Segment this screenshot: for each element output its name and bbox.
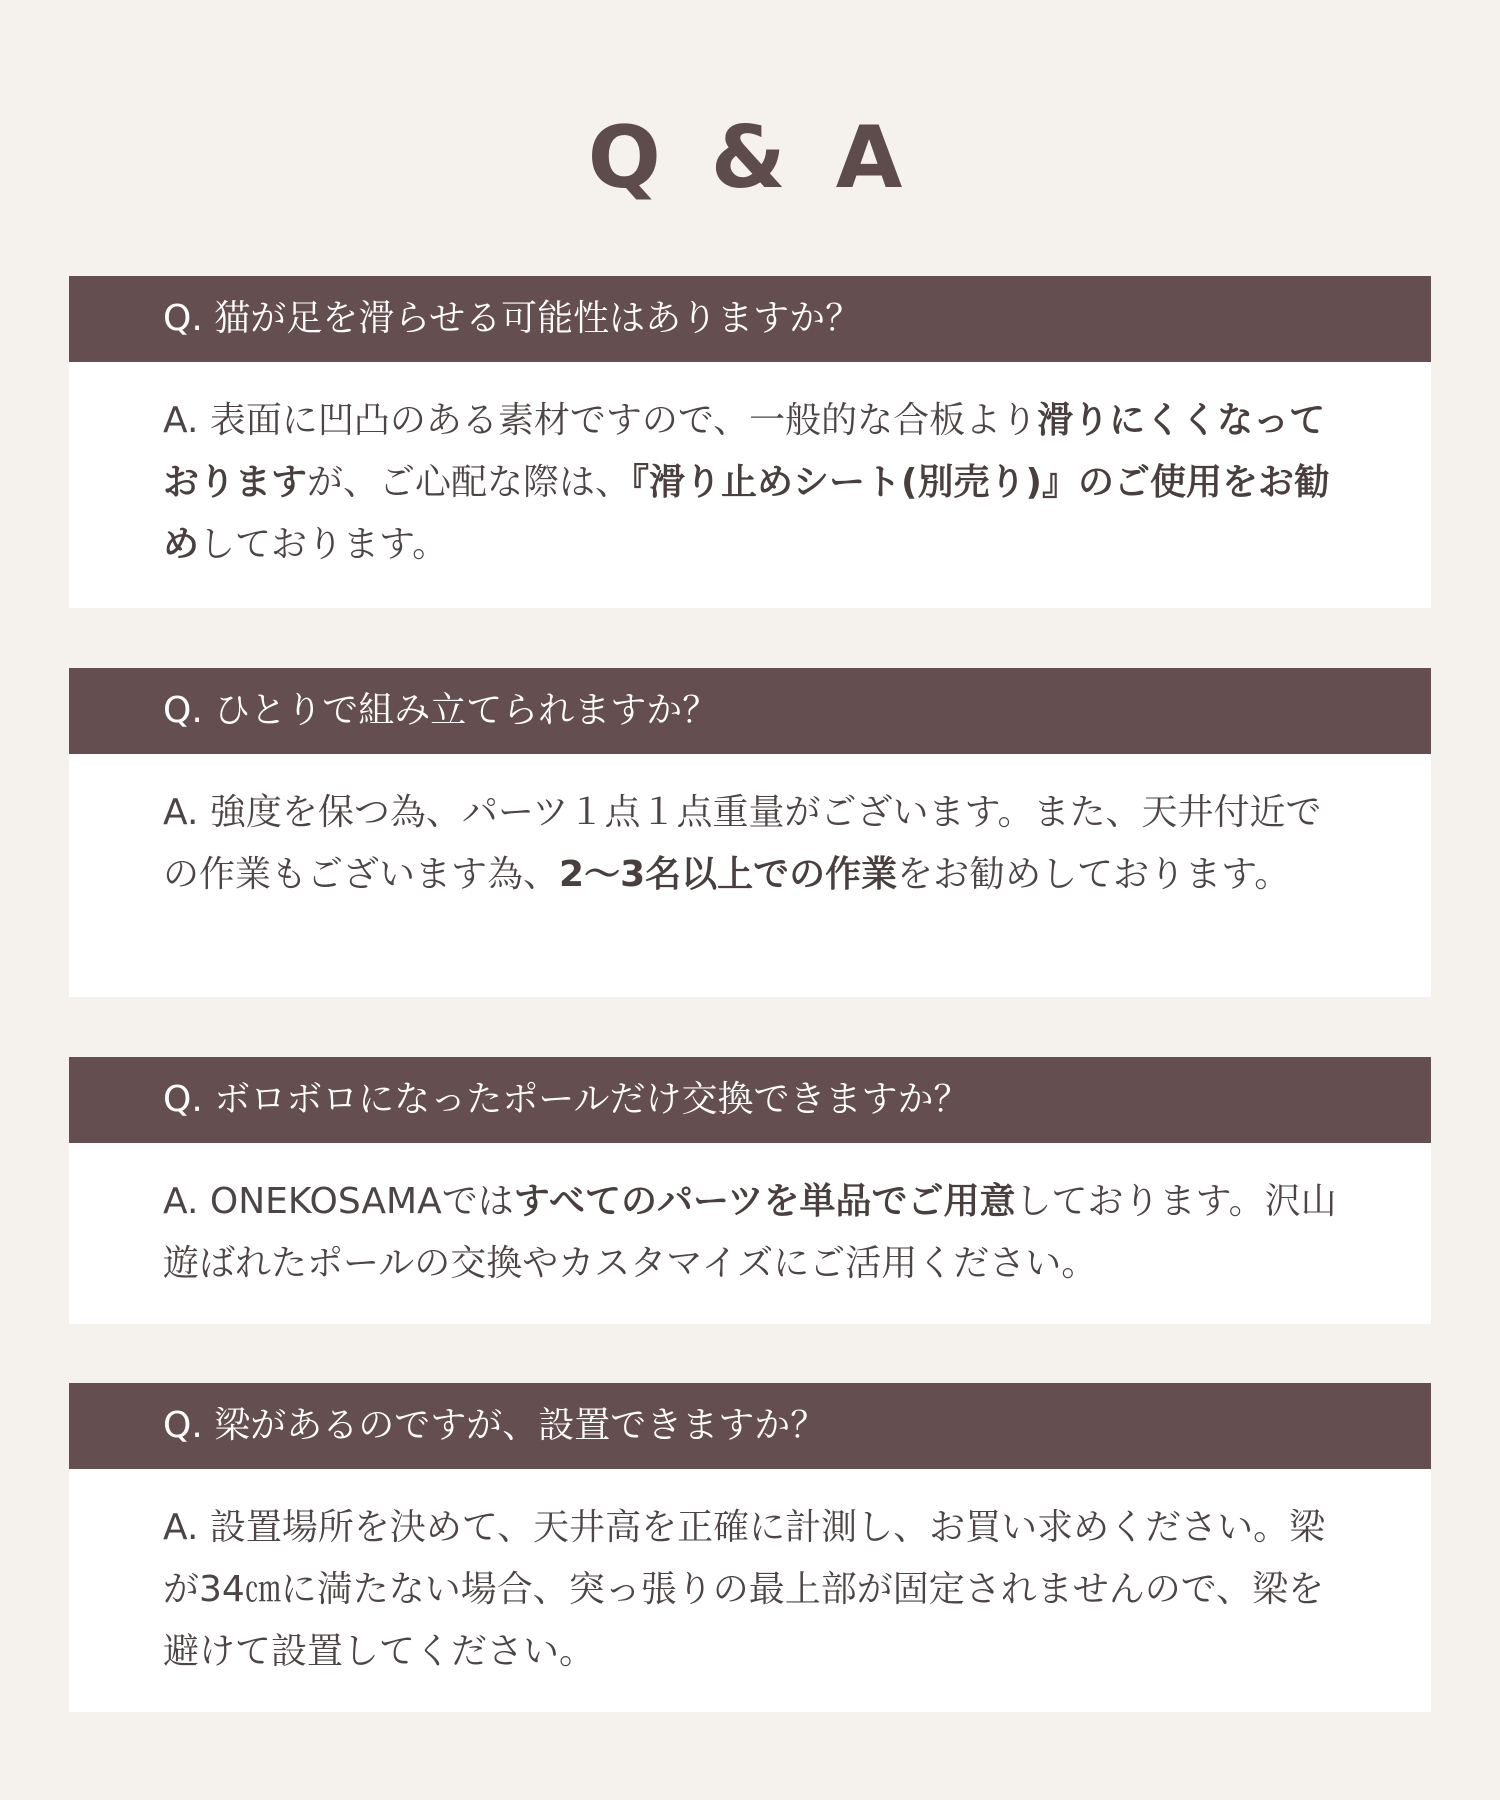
answer-text: しております。沢山遊ばれたポールの交換やカスタマイズにご活用ください。	[163, 1181, 1337, 1284]
faq-answer-box	[69, 754, 1431, 997]
faq-question-bar	[69, 668, 1431, 754]
faq-item	[69, 668, 1431, 997]
answer-text: A. ONEKOSAMAでは	[163, 1181, 514, 1222]
page-title: Q & A	[587, 108, 913, 208]
faq-answer-box	[69, 1469, 1431, 1712]
faq-question: Q. 梁があるのですが、設置できますか？	[163, 1405, 827, 1446]
faq-answer	[163, 782, 1349, 906]
faq-item	[69, 1383, 1431, 1712]
answer-text: A. 強度を保つ為、パーツ１点１点重量がございます。また、天井付近での作業もございます為、	[163, 792, 1322, 895]
faq-question-bar	[69, 276, 1431, 362]
answer-text: しております。	[199, 524, 449, 565]
answer-emphasis: 滑りにくくなっております	[163, 400, 1326, 503]
faq-item	[69, 276, 1431, 608]
answer-text: A. 設置場所を決めて、天井高を正確に計測し、お買い求めください。梁が34㎝に満たない場合、突っ張りの最上部が固定されませんので、梁を避けて設置してください。	[163, 1507, 1326, 1672]
answer-emphasis: 『滑り止めシート(別売り)』のご使用をお勧め	[163, 462, 1330, 565]
answer-text: が、ご心配な際は、	[307, 462, 632, 503]
faq-question-bar	[69, 1057, 1431, 1143]
answer-emphasis: 2〜3名以上での作業	[559, 854, 898, 895]
faq-answer	[163, 1171, 1349, 1295]
faq-question: Q. ボロボロになったポールだけ交換できますか？	[163, 1079, 970, 1120]
faq-answer	[163, 1497, 1349, 1683]
answer-emphasis: すべてのパーツを単品でご用意	[513, 1181, 1016, 1222]
answer-text: をお勧めしております。	[897, 854, 1291, 895]
faq-answer	[163, 390, 1349, 576]
faq-item	[69, 1057, 1431, 1324]
faq-question: Q. ひとりで組み立てられますか？	[163, 690, 719, 731]
faq-question: Q. 猫が足を滑らせる可能性はありますか？	[163, 298, 862, 339]
faq-question-bar	[69, 1383, 1431, 1469]
answer-text: A. 表面に凹凸のある素材ですので、一般的な合板より	[163, 400, 1038, 441]
faq-answer-box	[69, 362, 1431, 608]
faq-answer-box	[69, 1143, 1431, 1324]
